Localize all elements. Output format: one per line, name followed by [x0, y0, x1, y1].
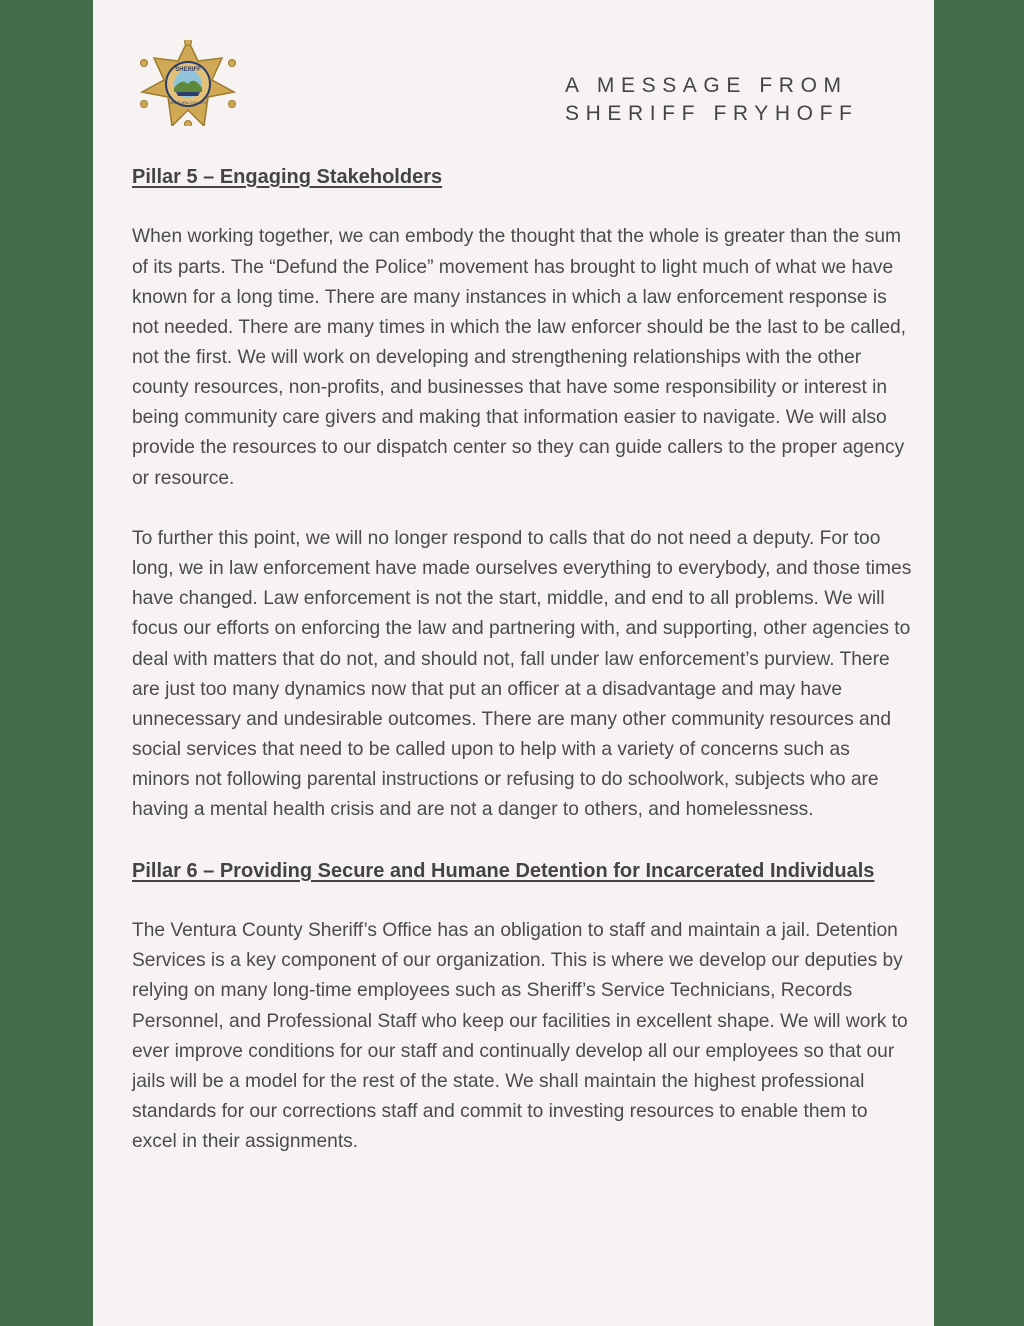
- pillar-5-heading: Pillar 5 – Engaging Stakeholders: [132, 166, 443, 188]
- pillar-5-paragraph-2: To further this point, we will no longer respond to calls that do not need a deputy. For too long, we in law enforcement have made ourselves everything to everybody, and those times have changed. Law enforcement is not the start, middle, and end to all problems. We will focus our efforts on enforcing the law and partnering with, and supporting, other agencies to deal with matters that do not, and should not, fall under law enforcement’s purview. There are just too many dynamics now that put an officer at a disadvantage and may have unnecessary and undesirable outcomes. There are many other community resources and social services that need to be called upon to help with a variety of concerns such as minors not following parental instructions or refusing to do schoolwork, subjects who are having a mental health crisis and are not a danger to others, and homelessness.: [132, 527, 912, 821]
- svg-text:VENTURA COUNTY: VENTURA COUNTY: [169, 100, 207, 105]
- document-page: [93, 0, 934, 1326]
- sheriff-star-badge-icon: [138, 40, 238, 126]
- pillar-6-paragraph-1: The Ventura County Sheriff’s Office has an obligation to staff and maintain a jail. Detention Services is a key component of our organization. This is where we develop our deputies by relying on many long-time employees such as Sheriff’s Service Technicians, Records Personnel, and Professional Staff who keep our facilities in excellent shape. We will work to ever improve conditions for our staff and continually develop all our employees so that our jails will be a model for the rest of the state. We shall maintain the highest professional standards for our corrections staff and commit to investing resources to enable them to excel in their assignments.: [132, 920, 908, 1153]
- message-header: [565, 72, 910, 128]
- header-line-1: A MESSAGE FROM: [565, 74, 848, 97]
- svg-text:SHERIFF: SHERIFF: [175, 67, 201, 73]
- pillar-6-heading: Pillar 6 – Providing Secure and Humane Detention for Incarcerated Individuals: [132, 859, 875, 882]
- header-line-2: SHERIFF FRYHOFF: [565, 102, 859, 125]
- document-body: [132, 162, 912, 1157]
- pillar-5-paragraph-1: When working together, we can embody the thought that the whole is greater than the sum of its parts. The “Defund the Police” movement has brought to light much of what we have known for a long time. There are many instances in which a law enforcement response is not needed. There are many times in which the law enforcer should be the last to be called, not the first. We will work on developing and strengthening relationships with the other county resources, non-profits, and businesses that have some responsibility or interest in being community care givers and making that information easier to navigate. We will also provide the resources to our dispatch center so they can guide callers to the proper agency or resource.: [132, 226, 906, 489]
